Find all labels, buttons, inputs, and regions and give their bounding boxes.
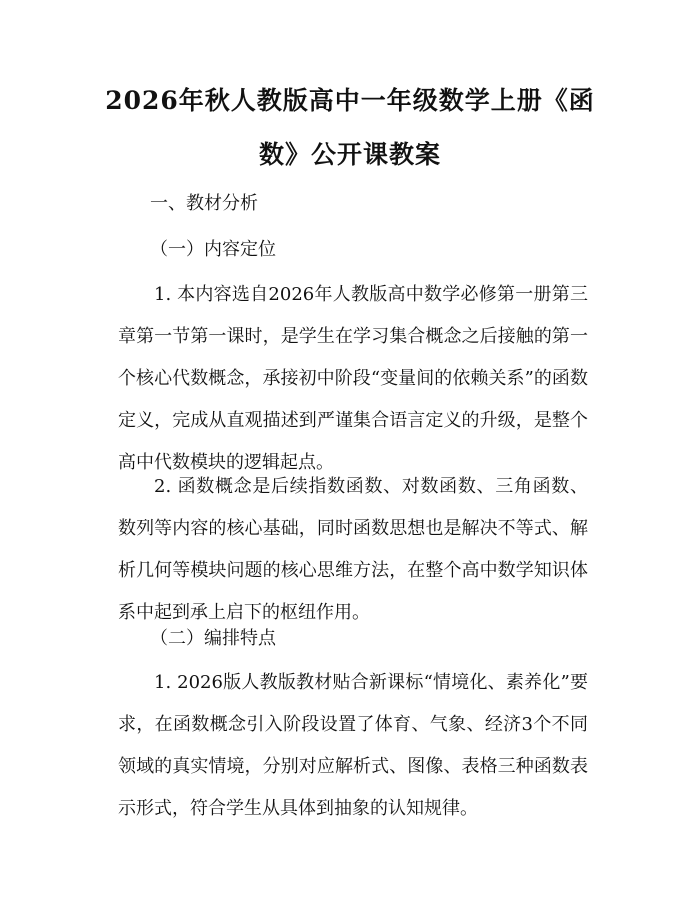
- subsection-heading-content-positioning: （一）内容定位: [150, 239, 276, 260]
- paragraph-arrangement-features-1: 1. 2026版人教版教材贴合新课标“情境化、素养化”要求，在函数概念引入阶段设置了体育、气象、经济3个不同领域的真实情境，分别对应解析式、图像、表格三种函数表示形式，符合学生从具体到抽象的认知规律。: [118, 672, 588, 819]
- subsection-heading-arrangement-features: （二）编排特点: [150, 628, 276, 649]
- section-heading-textbook-analysis: 一、教材分析: [150, 193, 258, 214]
- document-title-line-2: 数》公开课教案: [258, 140, 441, 169]
- paragraph-content-positioning-1: 1. 本内容选自2026年人教版高中数学必修第一册第三章第一节第一课时，是学生在学习集合概念之后接触的第一个核心代数概念，承接初中阶段“变量间的依赖关系”的函数定义，完成从直观描述到严谨集合语言定义的升级，是整个高中代数模块的逻辑起点。: [118, 284, 588, 473]
- document-title-line-1: 2026年秋人教版高中一年级数学上册《函: [105, 86, 595, 115]
- paragraph-content-positioning-2: 2. 函数概念是后续指数函数、对数函数、三角函数、数列等内容的核心基础，同时函数思想也是解决不等式、解析几何等模块问题的核心思维方法，在整个高中数学知识体系中起到承上启下的枢纽作用。: [118, 476, 588, 623]
